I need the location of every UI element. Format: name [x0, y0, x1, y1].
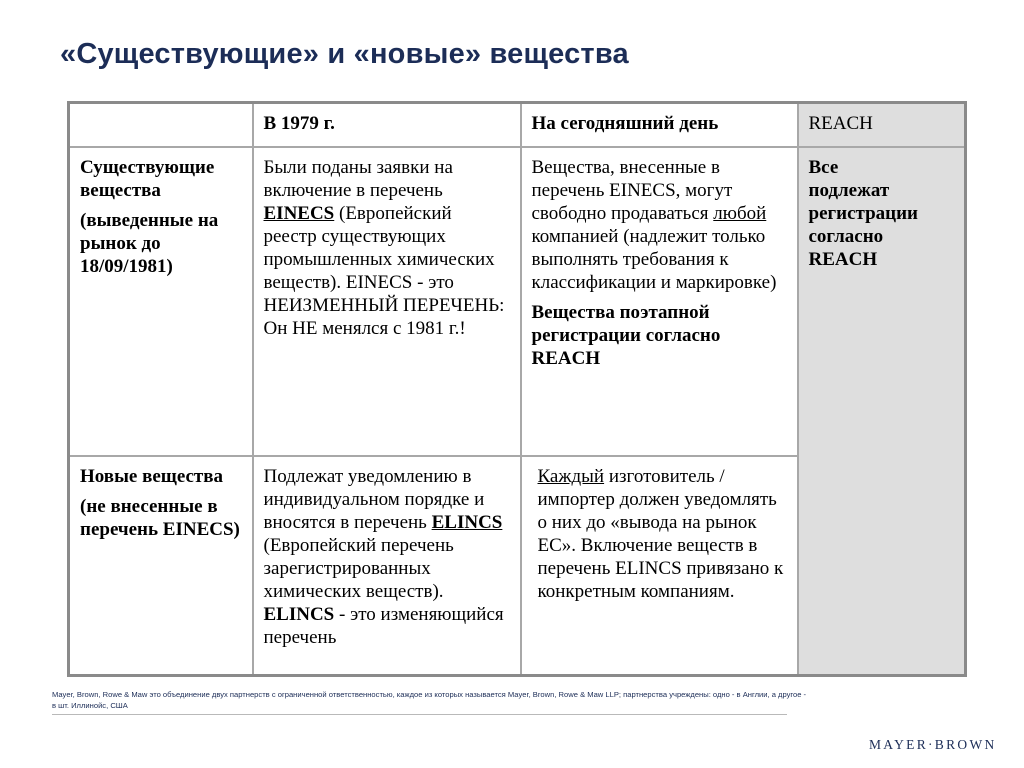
any-company-term: любой — [713, 202, 767, 224]
header-row — [69, 103, 966, 147]
existing-1979-cell — [253, 147, 521, 456]
header-reach: REACH — [798, 103, 966, 147]
new-1979-text-2: (Европейский перечень зарегистрированных химических веществ). — [263, 534, 454, 602]
new-label: Новые вещества — [80, 465, 224, 487]
reach-line-2: подлежат — [808, 179, 890, 201]
existing-1979-text-2: (Европейский реестр существующих промышленных химических веществ). EINECS - это НЕИЗМЕННЫЙ ПЕРЕЧЕНЬ: Он НЕ менялся с 1981 г.! — [263, 202, 505, 339]
reach-all-cell — [798, 147, 966, 676]
footer-divider — [52, 714, 787, 715]
new-sublabel: (не внесенные в перечень EINECS) — [80, 495, 240, 540]
header-empty-cell — [69, 103, 253, 147]
reach-line-1: Все — [808, 156, 839, 178]
mayer-brown-logo: MAYER·BROWN — [869, 737, 997, 752]
existing-sublabel: (выведенные на рынок до 18/09/1981) — [80, 209, 219, 277]
header-1979: В 1979 г. — [253, 103, 521, 147]
header-today: На сегодняшний день — [521, 103, 798, 147]
reach-line-5: REACH — [808, 248, 878, 270]
page-title: «Существующие» и «новые» вещества — [60, 38, 629, 70]
new-1979-cell — [253, 456, 521, 676]
new-today-cell — [521, 456, 798, 676]
new-1979-text-1: Подлежат уведомлению в индивидуальном порядке и вносятся в перечень — [263, 465, 485, 533]
reach-line-3: регистрации — [808, 202, 918, 224]
new-today-text: изготовитель /импортер должен уведомлять о них до «вывода на рынок ЕС». Включение веществ в перечень ELINCS привязано к конкретным компаниям. — [537, 465, 784, 602]
footnote: Mayer, Brown, Rowe & Maw это объединение двух партнерств с ограниченной ответственностью, каждое из которых называется Mayer, Brown, Rowe & Maw LLP; партнерства учреждены: одно - в Англии, а другое - в шт. Иллинойс, США — [52, 690, 807, 710]
existing-today-cell — [521, 147, 798, 456]
existing-row — [69, 147, 966, 456]
existing-label: Существующие вещества — [80, 156, 215, 201]
existing-1979-text-1: Были поданы заявки на включение в перечень — [263, 156, 453, 201]
reach-line-4: согласно — [808, 225, 884, 247]
existing-label-cell — [69, 147, 253, 456]
new-1979-text-3: - это изменяющийся перечень — [263, 603, 504, 648]
substances-table — [67, 101, 967, 677]
elincs-term-2: ELINCS — [263, 603, 335, 625]
existing-today-text-2: компанией (надлежит только выполнять требования к классификации и маркировке) — [531, 225, 777, 293]
every-term: Каждый — [537, 465, 605, 487]
new-label-cell — [69, 456, 253, 676]
phase-in-note: Вещества поэтапной регистрации согласно REACH — [531, 301, 721, 369]
elincs-term: ELINCS — [431, 511, 503, 533]
existing-today-text-1: Вещества, внесенные в перечень EINECS, могут свободно продаваться — [531, 156, 733, 224]
einecs-term: EINECS — [263, 202, 335, 224]
